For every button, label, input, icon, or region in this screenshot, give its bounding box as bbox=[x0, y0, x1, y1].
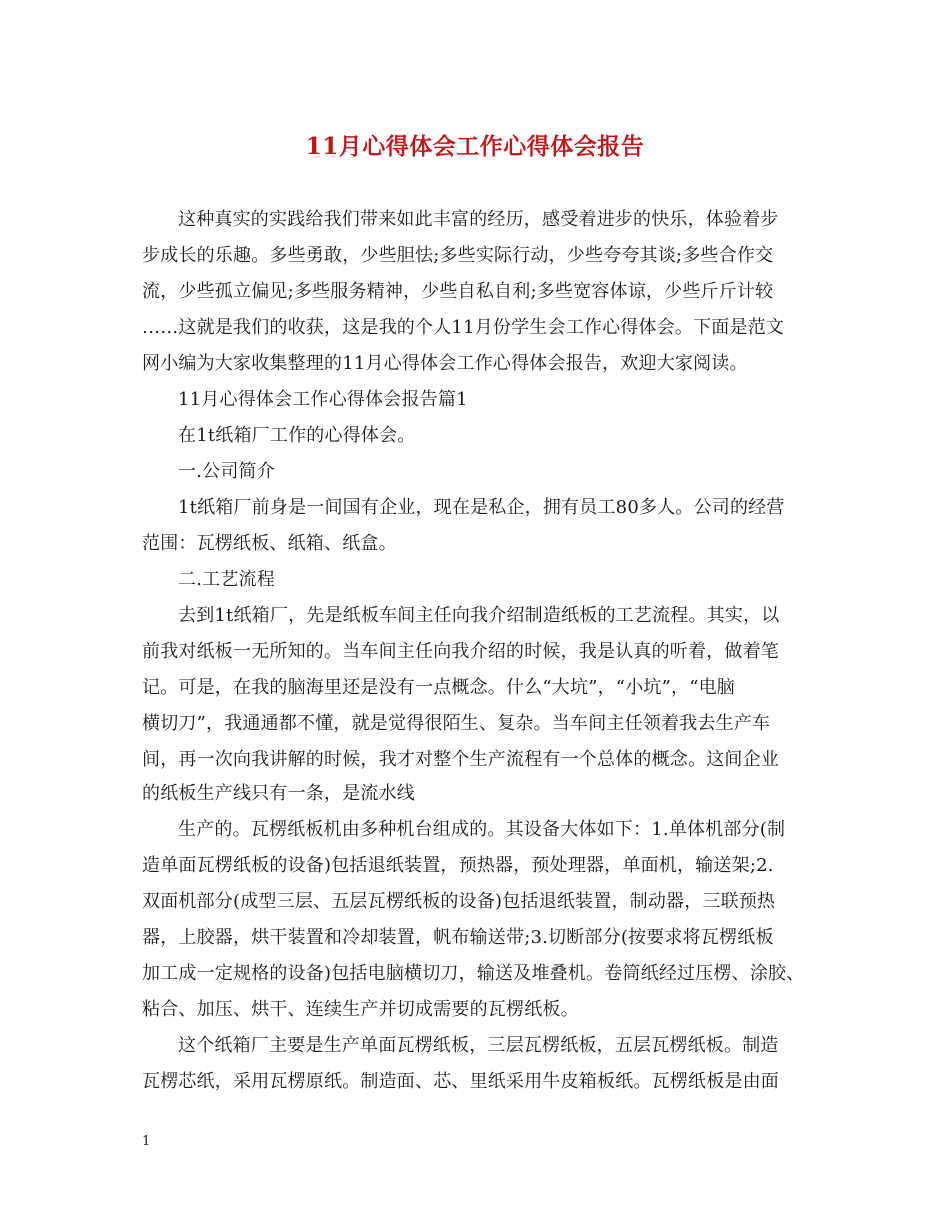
body-line: 去到1t纸箱厂，先是纸板车间主任向我介绍制造纸板的工艺流程。其实，以 bbox=[178, 605, 780, 626]
body-line: 这个纸箱厂主要是生产单面瓦楞纸板，三层瓦楞纸板，五层瓦楞纸板。制造 bbox=[178, 1035, 779, 1056]
body-line: 器，上胶器，烘干装置和冷却装置，帆布输送带;3.切断部分(按要求将瓦楞纸板 bbox=[142, 927, 774, 948]
body-line: 加工成一定规格的设备)包括电脑横切刀，输送及堆叠机。卷筒纸经过压楞、涂胶、 bbox=[142, 963, 805, 984]
body-line: 粘合、加压、烘干、连续生产并切成需要的瓦楞纸板。 bbox=[142, 999, 579, 1020]
body-line: 瓦楞芯纸，采用瓦楞原纸。制造面、芯、里纸采用牛皮箱板纸。瓦楞纸板是由面 bbox=[142, 1071, 779, 1092]
section-heading: 11月心得体会工作心得体会报告篇1 bbox=[178, 389, 468, 410]
body-line: 横切刀”，我通通都不懂，就是觉得很陌生、复杂。当车间主任领着我去生产车 bbox=[142, 713, 771, 734]
body-line: 的纸板生产线只有一条，是流水线 bbox=[142, 783, 415, 804]
body-line: 间，再一次向我讲解的时候，我才对整个生产流程有一个总体的概念。这间企业 bbox=[142, 749, 779, 770]
body-line: 网小编为大家收集整理的11月心得体会工作心得体会报告，欢迎大家阅读。 bbox=[142, 353, 748, 374]
body-line: 生产的。瓦楞纸板机由多种机台组成的。其设备大体如下：1.单体机部分(制 bbox=[178, 819, 786, 840]
body-line: 双面机部分(成型三层、五层瓦楞纸板的设备)包括退纸装置，制动器，三联预热 bbox=[142, 891, 776, 912]
body-line: ……这就是我们的收获，这是我的个人11月份学生会工作心得体会。下面是范文 bbox=[142, 317, 785, 338]
body-line: 前我对纸板一无所知的。当车间主任向我介绍的时候，我是认真的听着，做着笔 bbox=[142, 641, 779, 662]
body-line: 步成长的乐趣。多些勇敢，少些胆怯;多些实际行动，少些夸夸其谈;多些合作交 bbox=[142, 245, 774, 266]
body-line: 范围：瓦楞纸板、纸箱、纸盒。 bbox=[142, 533, 397, 554]
body-line: 造单面瓦楞纸板的设备)包括退纸装置，预热器，预处理器，单面机，输送架;2. bbox=[142, 855, 774, 876]
section-heading: 二.工艺流程 bbox=[178, 569, 275, 590]
body-line: 在1t纸箱厂工作的心得体会。 bbox=[178, 425, 416, 446]
body-line: 这种真实的实践给我们带来如此丰富的经历，感受着进步的快乐，体验着步 bbox=[178, 209, 779, 230]
body-line: 流，少些孤立偏见;多些服务精神，少些自私自利;多些宽容体谅，少些斤斤计较 bbox=[142, 281, 774, 302]
document-title: 11月心得体会工作心得体会报告 bbox=[305, 133, 645, 160]
page-number: 1 bbox=[142, 1134, 151, 1149]
body-line: 记。可是，在我的脑海里还是没有一点概念。什么“大坑”，“小坑”，“电脑 bbox=[142, 677, 736, 698]
body-line: 1t纸箱厂前身是一间国有企业，现在是私企，拥有员工80多人。公司的经营 bbox=[178, 497, 785, 518]
section-heading: 一.公司简介 bbox=[178, 461, 275, 482]
